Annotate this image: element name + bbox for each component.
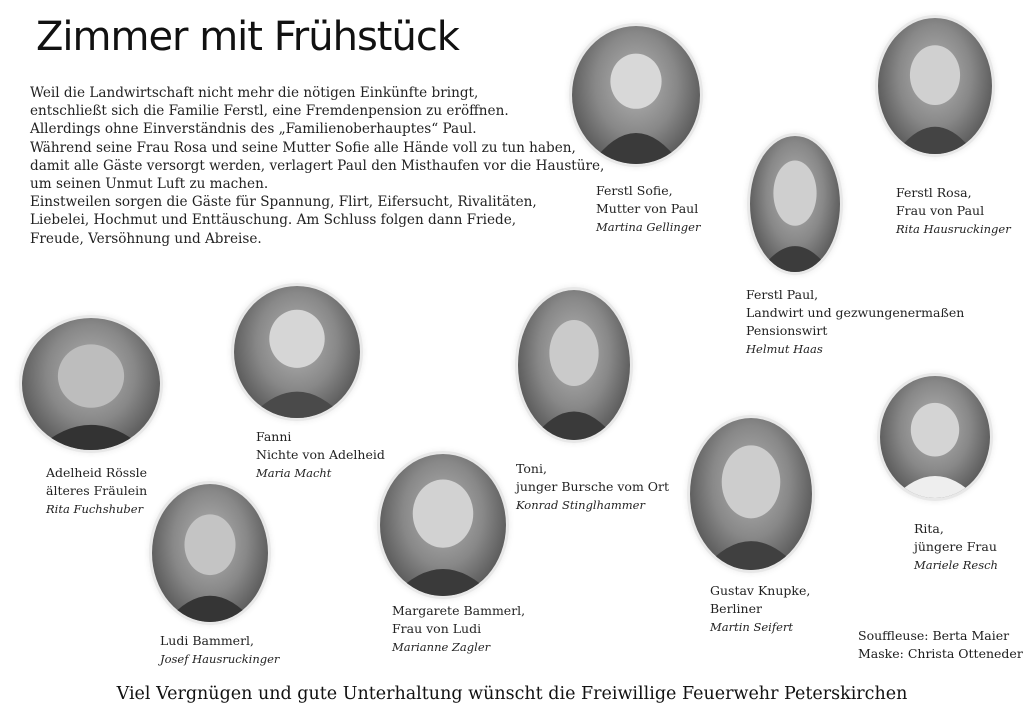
role-line: Fanni xyxy=(256,429,292,444)
actor-name: Martina Gellinger xyxy=(596,220,701,234)
role-line: junger Bursche vom Ort xyxy=(516,479,670,494)
photo-toni xyxy=(518,290,630,440)
intro-line: entschließt sich die Familie Ferstl, eine Fremdenpension zu eröffnen. xyxy=(30,103,509,120)
role-line: Ferstl Sofie, xyxy=(596,183,673,198)
intro-line: Allerdings ohne Einverständnis des „Familienoberhauptes“ Paul. xyxy=(30,121,477,138)
caption-toni xyxy=(516,460,669,514)
actor-name: Marianne Zagler xyxy=(392,640,491,654)
credit-line: Souffleuse: Berta Maier xyxy=(858,628,1010,643)
intro-line: Weil die Landwirtschaft nicht mehr die nötigen Einkünfte bringt, xyxy=(30,85,479,101)
role-line: Frau von Paul xyxy=(896,203,985,218)
photo-ludi xyxy=(152,484,268,622)
credit-line: Maske: Christa Otteneder xyxy=(858,646,1023,661)
photo-fanni xyxy=(234,286,360,418)
role-line: älteres Fräulein xyxy=(46,483,148,498)
role-line: Adelheid Rössle xyxy=(46,465,148,480)
crew-credits xyxy=(858,627,1023,663)
role-line: Rita, xyxy=(914,521,944,536)
photo-gustav xyxy=(690,418,812,570)
caption-sofie xyxy=(596,182,700,236)
actor-name: Maria Macht xyxy=(256,466,332,480)
photo-rosa xyxy=(878,18,992,154)
role-line: Margarete Bammerl, xyxy=(392,603,526,618)
intro-line: damit alle Gäste versorgt werden, verlagert Paul den Misthaufen vor die Haustüre, xyxy=(30,157,605,174)
role-line: Toni, xyxy=(516,461,547,476)
role-line: Berliner xyxy=(710,601,762,616)
caption-rita xyxy=(914,520,998,574)
actor-name: Konrad Stinglhammer xyxy=(516,498,645,512)
role-line: Ludi Bammerl, xyxy=(160,633,255,648)
role-line: jüngere Frau xyxy=(914,539,997,554)
role-line: Frau von Ludi xyxy=(392,621,482,636)
photo-adelheid xyxy=(22,318,160,450)
caption-paul xyxy=(746,286,964,358)
role-line: Pensionswirt xyxy=(746,323,828,338)
actor-name: Josef Hausruckinger xyxy=(160,652,280,666)
intro-line: Einstweilen sorgen die Gäste für Spannung, Flirt, Eifersucht, Rivalitäten, xyxy=(30,194,537,211)
actor-name: Helmut Haas xyxy=(746,342,823,356)
photo-paul xyxy=(750,136,840,272)
photo-margarete xyxy=(380,454,506,596)
caption-margarete xyxy=(392,602,525,656)
role-line: Mutter von Paul xyxy=(596,201,699,216)
caption-ludi xyxy=(160,632,279,668)
actor-name: Martin Seifert xyxy=(710,620,794,634)
actor-name: Rita Fuchshuber xyxy=(46,502,144,516)
caption-fanni xyxy=(256,428,385,482)
caption-rosa xyxy=(896,184,1011,238)
poster-title: Zimmer mit Frühstück xyxy=(36,14,459,60)
actor-name: Rita Hausruckinger xyxy=(896,222,1011,236)
intro-line: Während seine Frau Rosa und seine Mutter Sofie alle Hände voll zu tun haben, xyxy=(30,139,576,156)
role-line: Ferstl Rosa, xyxy=(896,185,972,200)
caption-gustav xyxy=(710,582,810,636)
actor-name: Mariele Resch xyxy=(914,558,998,572)
role-line: Landwirt und gezwungenermaßen xyxy=(746,305,965,320)
intro-line: Liebelei, Hochmut und Enttäuschung. Am Schluss folgen dann Friede, xyxy=(30,212,517,229)
intro-line: um seinen Unmut Luft zu machen. xyxy=(30,176,269,193)
role-line: Gustav Knupke, xyxy=(710,583,811,598)
caption-adelheid xyxy=(46,464,147,518)
photo-sofie xyxy=(572,26,700,164)
intro-line: Freude, Versöhnung und Abreise. xyxy=(30,230,262,247)
intro-text xyxy=(30,84,605,248)
role-line: Nichte von Adelheid xyxy=(256,447,385,462)
role-line: Ferstl Paul, xyxy=(746,287,819,302)
photo-rita xyxy=(880,376,990,498)
footer-greeting: Viel Vergnügen und gute Unterhaltung wünscht die Freiwillige Feuerwehr Peterskirchen xyxy=(116,684,908,704)
